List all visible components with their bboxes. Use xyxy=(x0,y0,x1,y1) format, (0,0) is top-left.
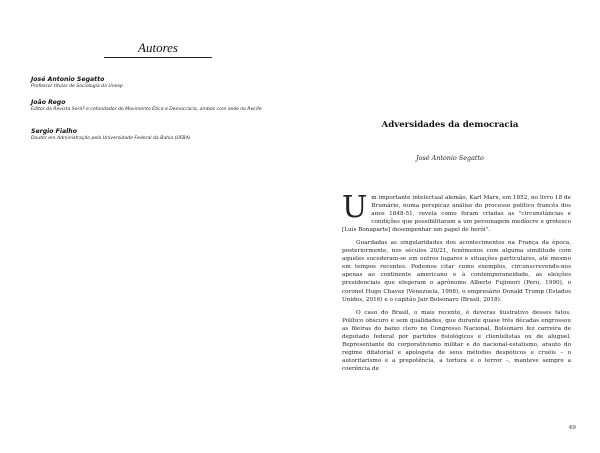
paragraph: O caso do Brasil, o mais recente, é deveras ilustrativo desses fatos. Político obscuro e sem qualidades, que durante quase três décadas engrossou as fileiras do baixo clero no Congresso Nacional, Bolsonaro fez carreira de deputado federal por partidos fisiológicos e clientelistas ou de aluguel. Representante do corporativismo militar e do nacional-estatismo, arauto do regime ditatorial e apologeta de seus métodos despóticos e cruéis – o autoritarismo e a prepotência, a tortura e o terror –, manteve sempre a coerência de xyxy=(342,309,571,372)
article-author: José Antonio Segatto xyxy=(416,154,484,162)
right-page xyxy=(300,0,600,453)
author-description: Professor titular de Sociologia da Unesp xyxy=(31,84,123,89)
article-body xyxy=(342,190,571,378)
drop-cap: U xyxy=(342,190,368,225)
author-description: Doutor em Administração pela Universidade Federal da Bahia (UFBA) xyxy=(31,136,191,141)
heading-rule xyxy=(104,57,212,58)
paragraph xyxy=(342,190,571,234)
paragraph: Guardadas as singularidades dos acontecimentos na França da época, posteriormente, nos séculos 20/21, fenômenos com alguma similitude com aqueles sucederam-se em outros lugares e situações particulares, até mesmo em tempos recentes. Podemos citar como exemplos, circunscrevendo-nos apenas ao continente americano e à contemporaneidade, as eleições presidenciais que elegeram o agrônomo Alberto Fujimori (Peru, 1990), o coronel Hugo Chavez (Venezuela, 1998), o empresário Donald Trump (Estados Unidos, 2016) e o capitão Jair Bolsonaro (Brasil, 2018). xyxy=(342,240,571,303)
author-name: João Rego xyxy=(31,99,66,106)
author-entry xyxy=(31,128,271,143)
article-title: Adversidades da democracia xyxy=(381,120,519,130)
author-name: Sergio Fialho xyxy=(31,128,77,135)
authors-heading: Autores xyxy=(138,40,178,55)
author-entry xyxy=(31,99,271,114)
paragraph-text: m importante intelectual alemão, Karl Marx, em 1852, no livro 18 de Brumário, numa perspicaz análise do processo político francês dos anos 1848-51, revela como foram criadas as "circunstâncias e condições que possibilitaram a um personagem medíocre e grotesco [Luís Bonaparte] desempenhar um papel de herói". xyxy=(342,195,571,234)
author-entry xyxy=(31,76,271,91)
author-description: Editor da Revista Será? e cofundador do Movimento Ética e Democracia, ambos com sede no Recife xyxy=(31,107,262,112)
author-name: José Antonio Segatto xyxy=(31,76,105,83)
page-number: 49 xyxy=(568,425,576,431)
